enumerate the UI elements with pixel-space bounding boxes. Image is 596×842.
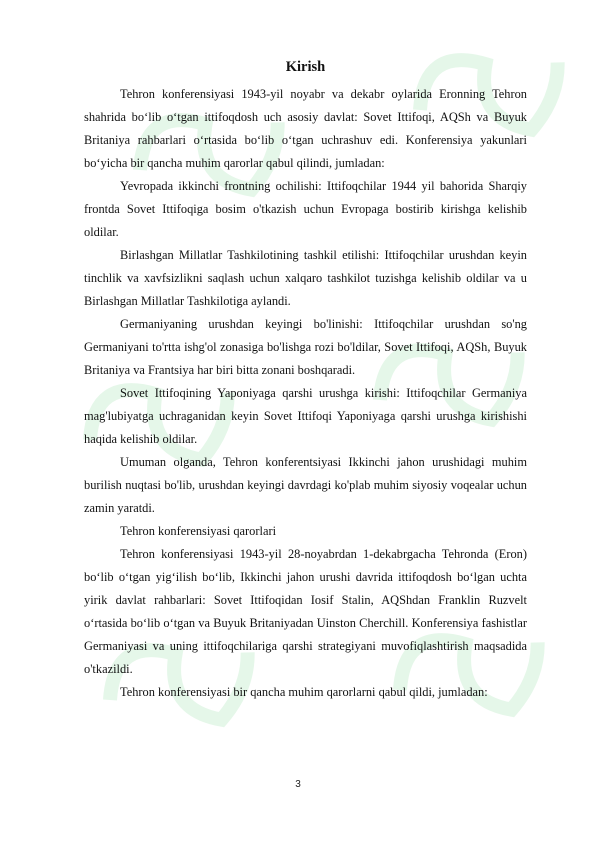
document-page: [84, 57, 527, 704]
section-heading: Tehron konferensiyasi qarorlari: [120, 524, 277, 538]
paragraph: Tehron konferensiyasi 1943-yil 28-noyabrdan 1-dekabrgacha Tehronda (Eron) bo‘lib o‘tgan yig‘ilish bo‘lib, Ikkinchi jahon urushi davrida ittifoqdosh bo‘lgan uchta yirik davlat rahbarlari: Sovet Ittifoqidan Iosif Stalin, AQShdan Franklin Ruzvelt o‘rtasida bo‘lib o‘tgan va Buyuk Britaniyadan Uinston Cherchill. Konferensiya fashistlar Germaniyasi va uning ittifoqchilariga qarshi strategiyani muvofiqlashtirish maqsadida o'tkazildi.: [84, 547, 527, 676]
paragraph: Yevropada ikkinchi frontning ochilishi: Ittifoqchilar 1944 yil bahorida Sharqiy frontda Sovet Ittifoqiga bosim o'tkazish uchun Evropaga bostirib kirishga kelishib oldilar.: [84, 179, 527, 239]
paragraph: Tehron konferensiyasi 1943-yil noyabr va dekabr oylarida Eronning Tehron shahrida bo‘lib o‘tgan ittifoqdosh uch asosiy davlat: Sovet Ittifoqi, AQSh va Buyuk Britaniya rahbarlari o‘rtasida bo‘lib o‘tgan uchrashuv edi. Konferensiya yakunlari bo‘yicha bir qancha muhim qarorlar qabul qilindi, jumladan:: [84, 87, 527, 170]
paragraph: Tehron konferensiyasi bir qancha muhim qarorlarni qabul qildi, jumladan:: [120, 685, 488, 699]
paragraph: Birlashgan Millatlar Tashkilotining tashkil etilishi: Ittifoqchilar urushdan keyin tinchlik va xavfsizlikni saqlash uchun xalqaro tashkilot tuzishga kelishib oldilar va u Birlashgan Millatlar Tashkilotiga aylandi.: [84, 248, 527, 308]
paragraph: Sovet Ittifoqining Yaponiyaga qarshi urushga kirishi: Ittifoqchilar Germaniya mag'lubiyatga uchraganidan keyin Sovet Ittifoqi Yaponiyaga qarshi urushga kirishishi haqida kelishib oldilar.: [84, 386, 527, 446]
page-number: 3: [295, 779, 301, 790]
paragraph: Umuman olganda, Tehron konferentsiyasi Ikkinchi jahon urushidagi muhim burilish nuqtasi bo'lib, urushdan keyingi davrdagi ko'plab muhim siyosiy voqealar uchun zamin yaratdi.: [84, 455, 527, 515]
paragraph: Germaniyaning urushdan keyingi bo'linishi: Ittifoqchilar urushdan so'ng Germaniyani to'rtta ishg'ol zonasiga bo'lishga rozi bo'ldilar, Sovet Ittifoqi, AQSh, Buyuk Britaniya va Frantsiya har biri bitta zonani boshqaradi.: [84, 317, 527, 377]
document-title: Kirish: [285, 59, 326, 75]
